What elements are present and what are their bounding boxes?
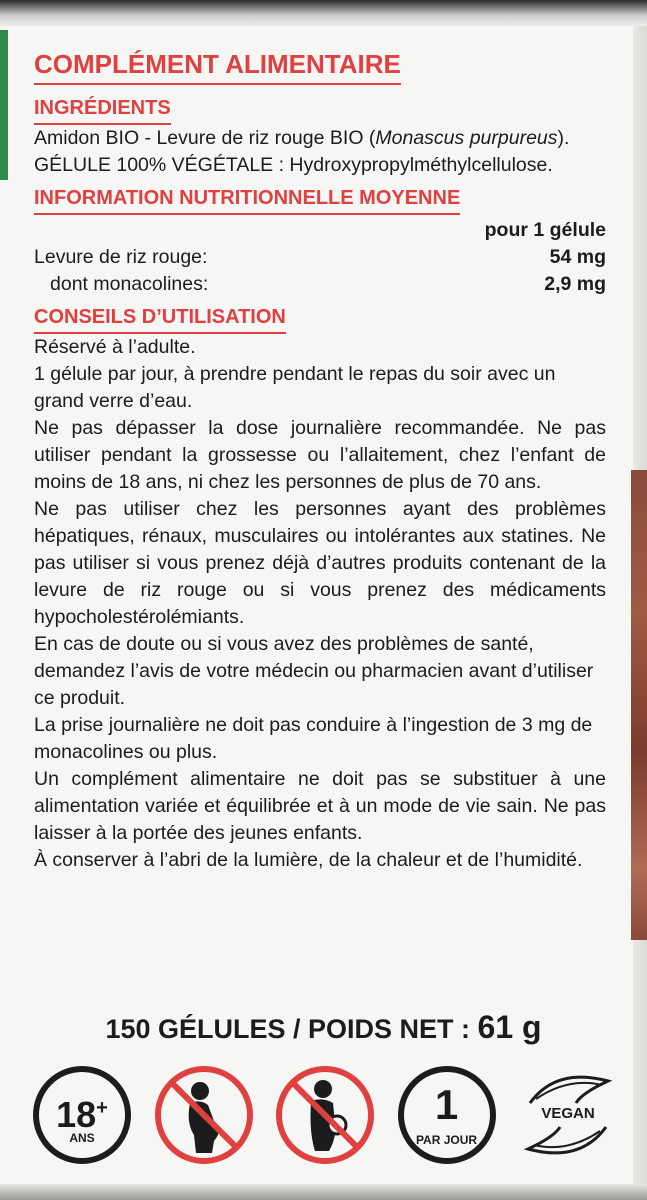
green-side-strip <box>0 30 8 180</box>
usage-paragraph: Ne pas dépasser la dose journalière recommandée. Ne pas utiliser pendant la grossesse ou l’allaitement, chez l’enfant de moins de 18 ans, ni chez les personnes de plus de 70 ans. <box>34 417 606 493</box>
vegan-label: VEGAN <box>541 1105 595 1122</box>
net-weight <box>0 1010 647 1046</box>
ingredients-latin-name: Monascus purpureus <box>375 127 558 149</box>
usage-paragraph: À conserver à l’abri de la lumière, de la chaleur et de l’humidité. <box>34 849 583 871</box>
age-label: ANS <box>69 1131 95 1145</box>
age-18-plus-icon <box>30 1063 134 1167</box>
ingredients-section <box>34 95 606 179</box>
usage-heading: CONSEILS D’UTILISATION <box>34 304 286 334</box>
age-plus: + <box>96 1097 108 1119</box>
net-weight-value: 61 g <box>477 1009 542 1045</box>
page-title: COMPLÉMENT ALIMENTAIRE <box>34 48 401 85</box>
no-pregnant-woman-icon <box>152 1063 256 1167</box>
age-number: 18 <box>56 1094 97 1135</box>
usage-paragraph: Un complément alimentaire ne doit pas se substituer à une alimentation variée et équilibrée et à un mode de vie sain. Ne pas laisser à la portée des jeunes enfants. <box>34 768 606 844</box>
nutrition-row-label: dont monacolines: <box>50 273 209 295</box>
net-weight-text: 150 GÉLULES / POIDS NET : <box>105 1014 478 1044</box>
dose-number: 1 <box>434 1081 459 1128</box>
nutrition-per-label: pour 1 gélule <box>484 219 606 241</box>
nutrition-row-value: 2,9 mg <box>544 273 606 295</box>
one-per-day-icon <box>395 1063 499 1167</box>
dose-label: PAR JOUR <box>415 1133 478 1147</box>
label-content <box>34 48 606 880</box>
pictogram-row <box>30 1060 620 1170</box>
nutrition-row <box>34 244 606 271</box>
side-photo-strip <box>631 470 647 940</box>
ingredients-heading: INGRÉDIENTS <box>34 95 171 125</box>
ingredients-text <box>34 125 606 179</box>
box-top-edge <box>0 0 647 26</box>
nutrition-heading: INFORMATION NUTRITIONNELLE MOYENNE <box>34 185 460 215</box>
nutrition-section <box>34 185 606 298</box>
ingredients-text-a: Amidon BIO - Levure de riz rouge BIO ( <box>34 127 376 149</box>
usage-paragraph: Réservé à l’adulte. <box>34 336 196 358</box>
nutrition-row <box>34 271 606 298</box>
usage-section <box>34 304 606 874</box>
ingredients-text-b: ). GÉLULE 100% VÉGÉTALE : Hydroxypropylméthylcellulose. <box>34 127 570 176</box>
age-number-wrap <box>30 1089 134 1134</box>
usage-paragraph: La prise journalière ne doit pas conduire à l’ingestion de 3 mg de monacolines ou plus. <box>34 714 593 763</box>
usage-paragraph: En cas de doute ou si vous avez des problèmes de santé, demandez l’avis de votre médecin ou pharmacien avant d’utiliser ce produit. <box>34 633 594 709</box>
box-bottom-edge <box>0 1184 647 1200</box>
usage-paragraph: Ne pas utiliser chez les personnes ayant des problèmes hépatiques, rénaux, musculaires ou intolérantes aux statines. Ne pas utiliser si vous prenez déjà d’autres produits contenant de la levure de riz rouge ou si vous prenez des médicaments hypocholestérolémiants. <box>34 498 606 628</box>
nutrition-row-label: Levure de riz rouge: <box>34 246 208 268</box>
nutrition-row-value: 54 mg <box>549 246 606 268</box>
no-breastfeeding-icon <box>273 1063 377 1167</box>
vegan-leaf-icon <box>516 1063 620 1167</box>
usage-paragraph: 1 gélule par jour, à prendre pendant le repas du soir avec un grand verre d’eau. <box>34 363 556 412</box>
